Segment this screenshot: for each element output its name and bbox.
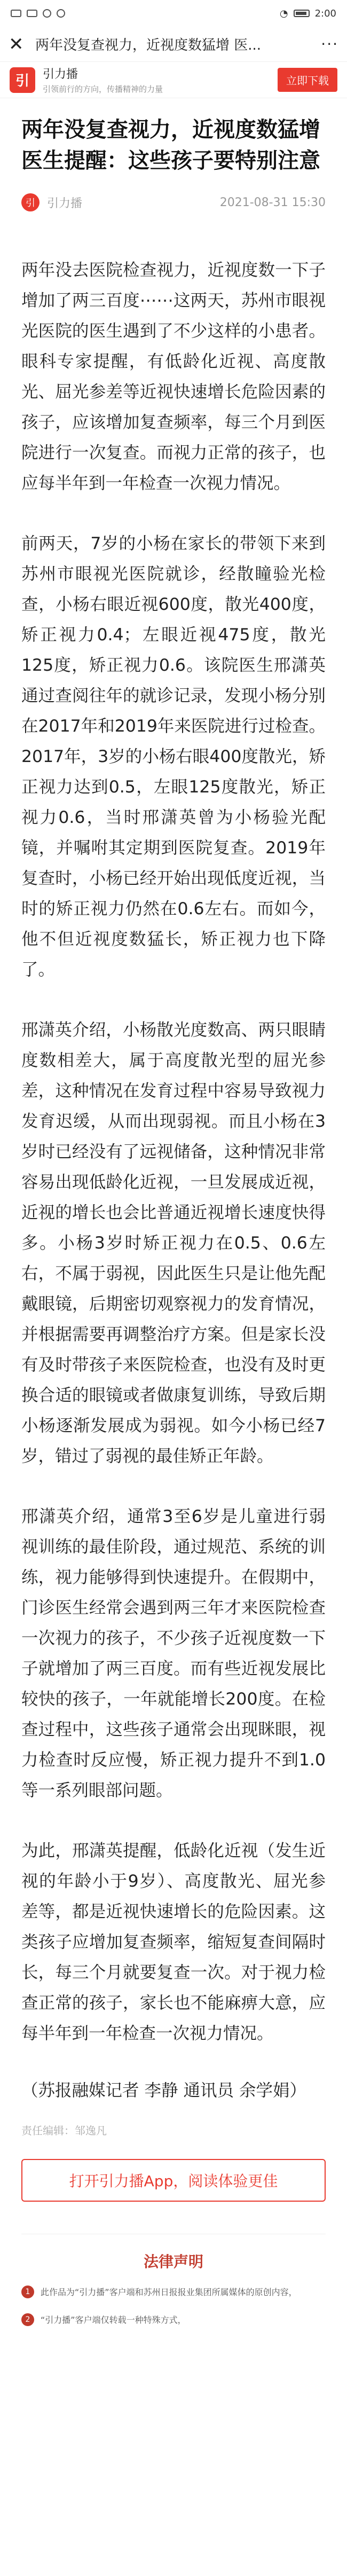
- app-banner: [0, 62, 347, 98]
- article-meta: [21, 193, 326, 211]
- article-date: 2021-08-31 15:30: [219, 195, 326, 209]
- app-slogan: 引领前行的方向，传播精神的力量: [43, 84, 163, 94]
- legal-item: [21, 2313, 326, 2327]
- article-editor: 责任编辑：邹逸凡: [21, 2124, 107, 2137]
- status-time: 2:00: [314, 7, 336, 19]
- article-headline: 两年没复查视力，近视度数猛增医生提醒：这些孩子要特别注意: [21, 117, 320, 173]
- article-paragraph: 前两天，7岁的小杨在家长的带领下来到苏州市眼视光医院就诊，经散瞳验光检查，小杨右眼近视600度，散光400度，矫正视力0.4；左眼近视475度，散光125度，矫正视力0.6。该院医生邢潇英通过查阅往年的就诊记录，发现小杨分别在2017年和2019年来医院进行过检查。2017年，3岁的小杨右眼400度散光，矫正视力达到0.5，左眼125度散光，矫正视力0.6，当时邢潇英曾为小杨验光配镜，并嘱咐其定期到医院复查。2019年复查时，小杨已经开始出现低度近视，当时的矫正视力仍然在0.6左右。而如今，他不但近视度数猛长，矫正视力也下降了。: [21, 534, 326, 979]
- mail-icon: [11, 10, 21, 17]
- open-app-wrap: [0, 2138, 347, 2202]
- app-logo: 引: [10, 67, 35, 93]
- battery-icon: [294, 10, 310, 17]
- browser-bar: [0, 27, 347, 62]
- browser-title: 两年没复查视力，近视度数猛增 医...: [35, 37, 262, 53]
- article-paragraph: 两年没去医院检查视力，近视度数一下子增加了两三百度⋯⋯这两天，苏州市眼视光医院的医生遇到了不少这样的小患者。眼科专家提醒，有低龄化近视、高度散光、屈光参差等近视快速增长危险因素的孩子，应该增加复查频率，每三个月到医院进行一次复查。而视力正常的孩子，也应每半年到一年检查一次视力情况。: [21, 261, 326, 493]
- source-logo: 引: [21, 193, 40, 211]
- legal-item: [21, 2286, 326, 2299]
- article-paragraph: 为此，邢潇英提醒，低龄化近视（发生近视的年龄小于9岁）、高度散光、屈光参差等，都是近视快速增长的危险因素。这类孩子应增加复查频率，缩短复查间隔时长，每三个月就要复查一次。对于视力检查正常的孩子，家长也不能麻痹大意，应每半年到一年检查一次视力情况。: [21, 1841, 326, 2043]
- article-paragraph: 邢潇英介绍，小杨散光度数高、两只眼睛度数相差大，属于高度散光型的屈光参差，这种情况在发育过程中容易导致视力发育迟缓，从而出现弱视。而且小杨在3岁时已经没有了远视储备，这种情况非常容易出现低龄化近视，一旦发展成近视，近视的增长也会比普通近视增长速度快得多。小杨3岁时矫正视力在0.5、0.6左右，不属于弱视，因此医生只是让他先配戴眼镜，后期密切观察视力的发育情况，并根据需要再调整治疗方案。但是家长没有及时带孩子来医院检查，也没有及时更换合适的眼镜或者做康复训练，导致后期小杨逐渐发展成为弱视。如今小杨已经7岁，错过了弱视的最佳矫正年龄。: [21, 1020, 326, 1466]
- sync-icon: [57, 9, 65, 18]
- app-name: 引力播: [43, 68, 78, 81]
- article: [0, 98, 347, 2138]
- close-icon[interactable]: ✕: [9, 33, 24, 55]
- legal-item-number: 2: [21, 2313, 34, 2326]
- wifi-icon: ◔: [279, 7, 288, 19]
- more-icon[interactable]: ···: [321, 35, 338, 53]
- legal-item-text: “引力播”客户端仅转载一种特殊方式，: [41, 2315, 186, 2325]
- open-app-button[interactable]: 打开引力播App，阅读体验更佳: [21, 2159, 326, 2202]
- image-icon: [27, 10, 37, 17]
- app-icon: [43, 9, 51, 18]
- status-bar: [0, 0, 347, 27]
- article-paragraph: 邢潇英介绍，通常3至6岁是儿童进行弱视训练的最佳阶段，通过规范、系统的训练，视力能够得到快速提升。在假期中，门诊医生经常会遇到两三年才来医院检查一次视力的孩子，不少孩子近视度数一下子就增加了两三百度。而有些近视发展比较快的孩子，一年就能增长200度。在检查过程中，这些孩子通常会出现眯眼，视力检查时反应慢，矫正视力提升不到1.0等一系列眼部问题。: [21, 1507, 326, 1800]
- legal-section: [21, 2234, 326, 2327]
- app-info: [35, 65, 278, 95]
- article-byline: （苏报融媒记者 李静 通讯员 余学娟）: [21, 2081, 307, 2100]
- legal-item-text: 此作品为“引力播”客户端和苏州日报报业集团所属媒体的原创内容，: [41, 2287, 297, 2297]
- article-source: 引力播: [47, 197, 83, 210]
- legal-item-number: 1: [21, 2286, 34, 2298]
- legal-title: 法律声明: [143, 2253, 203, 2271]
- status-icons: [11, 9, 65, 18]
- status-right: [280, 8, 336, 19]
- download-button[interactable]: 立即下载: [278, 68, 337, 92]
